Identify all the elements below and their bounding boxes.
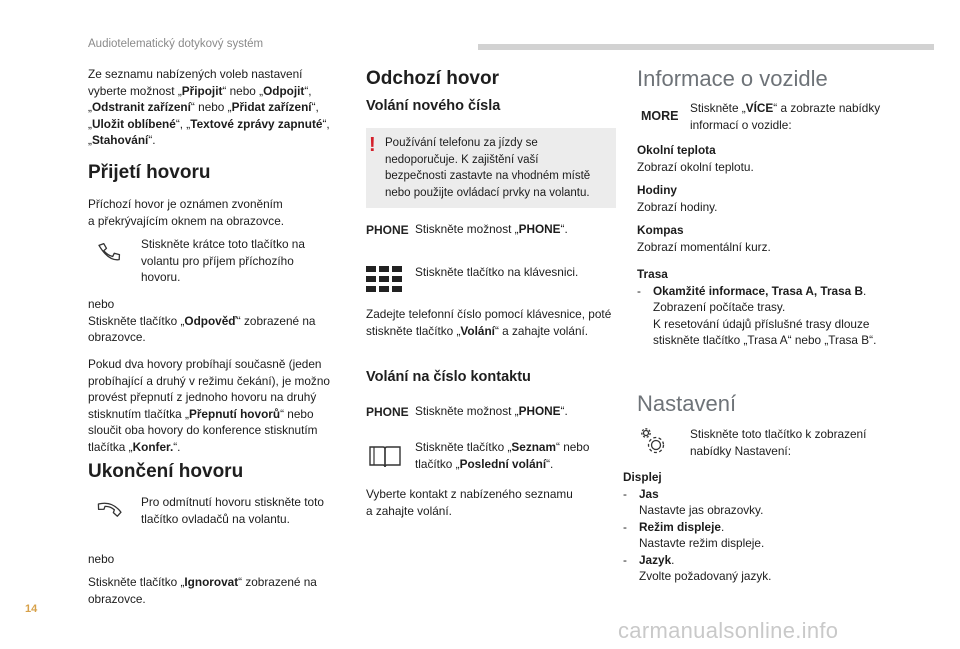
answer-button-text: Stiskněte krátce toto tlačítko na volantu pro příjem příchozího hovoru. [141, 237, 305, 284]
incoming-call-text: Příchozí hovor je oznámen zvoněním a překrývajícím oknem na obrazovce. [88, 197, 285, 228]
hangup-button-text: Pro odmítnutí hovoru stiskněte toto tlačítko ovladačů na volantu. [141, 495, 324, 526]
ignore-text: Stiskněte tlačítko „Ignorovat“ zobrazené na obrazovce. [88, 575, 317, 606]
phone-step-text-2: Stiskněte možnost „PHONE“. [415, 404, 568, 418]
keypad-step-text: Stiskněte tlačítko na klávesnici. [415, 265, 579, 279]
warning-text: Používání telefonu za jízdy se nedoporučuje. K zajištění vaší bezpečnosti zastavte na vhodném místě nebo použijte ovládací prvky na volantu. [385, 137, 591, 199]
heading-prijeti-hovoru: Přijetí hovoru [88, 162, 211, 183]
two-calls-text: Pokud dva hovory probíhají současně (jeden probíhající a druhý v režimu čekání), je možno provést přepnutí z jednoho hovoru na druhý stisknutím tlačítka „Přepnutí hovorů“ nebo sloučit oba hovory do konference stisknutím tlačítka „Konfer.“. [88, 357, 330, 454]
more-key-icon: MORE [641, 109, 679, 123]
phone-key-icon-2: PHONE [366, 405, 409, 419]
contacts-book-icon [368, 443, 402, 469]
running-header: Audiotelematický dotykový systém [88, 38, 264, 50]
heading-volani-kontaktu: Volání na číslo kontaktu [366, 369, 531, 385]
settings-gear-icon [640, 427, 666, 455]
phone-hangup-icon [95, 500, 123, 520]
answer-alt-text: nebo Stiskněte tlačítko „Odpověď“ zobrazené na obrazovce. [88, 297, 316, 344]
more-step-text: Stiskněte „VÍCE“ a zobrazte nabídky informací o vozidle: [690, 101, 881, 132]
warning-icon: ! [369, 134, 376, 156]
contacts-step-text: Stiskněte tlačítko „Seznam“ nebo tlačítko „Poslední volání“. [415, 440, 590, 471]
heading-informace-o-vozidle: Informace o vozidle [637, 66, 828, 91]
settings-step-text: Stiskněte toto tlačítko k zobrazení nabídky Nastavení: [690, 427, 867, 458]
intro-paragraph: Ze seznamu nabízených voleb nastavení vyberte možnost „Připojit“ nebo „Odpojit“, „Odstranit zařízení“ nebo „Přidat zařízení“, „Uložit oblíbené“, „Textové zprávy zapnuté“, „Stahování“. [88, 67, 330, 147]
watermark: carmanualsonline.info [618, 618, 839, 643]
okolni-teplota-item: Okolní teplota Zobrazí okolní teplotu. [637, 143, 754, 174]
hodiny-item: Hodiny Zobrazí hodiny. [637, 183, 718, 214]
kompas-item: Kompas Zobrazí momentální kurz. [637, 223, 771, 254]
enter-number-text: Zadejte telefonní číslo pomocí klávesnice, poté stiskněte tlačítko „Volání“ a zahajte volání. [366, 307, 612, 338]
heading-odchozi-hovor: Odchozí hovor [366, 68, 499, 89]
heading-volani-noveho-cisla: Volání nového čísla [366, 98, 501, 114]
trasa-item: Trasa - Okamžité informace, Trasa A, Trasa B. Zobrazení počítače trasy. K resetování údajů příslušné trasy dlouze stiskněte tlačítko „Trasa A“ nebo „Trasa B“. [637, 267, 877, 347]
phone-step-text: Stiskněte možnost „PHONE“. [415, 222, 568, 236]
page-number: 14 [25, 603, 38, 615]
nebo-text: nebo [88, 552, 115, 566]
heading-nastaveni: Nastavení [637, 391, 737, 416]
phone-answer-icon [95, 240, 123, 264]
select-contact-text: Vyberte kontakt z nabízeného seznamu a zahajte volání. [366, 487, 573, 518]
phone-key-icon: PHONE [366, 223, 409, 237]
displej-section: Displej - Jas Nastavte jas obrazovky. - Režim displeje. Nastavte režim displeje. - Jazyk. Zvolte požadovaný jazyk. [623, 470, 772, 583]
header-rule [478, 44, 934, 50]
heading-ukonceni-hovoru: Ukončení hovoru [88, 461, 244, 482]
keypad-icon [366, 266, 402, 292]
